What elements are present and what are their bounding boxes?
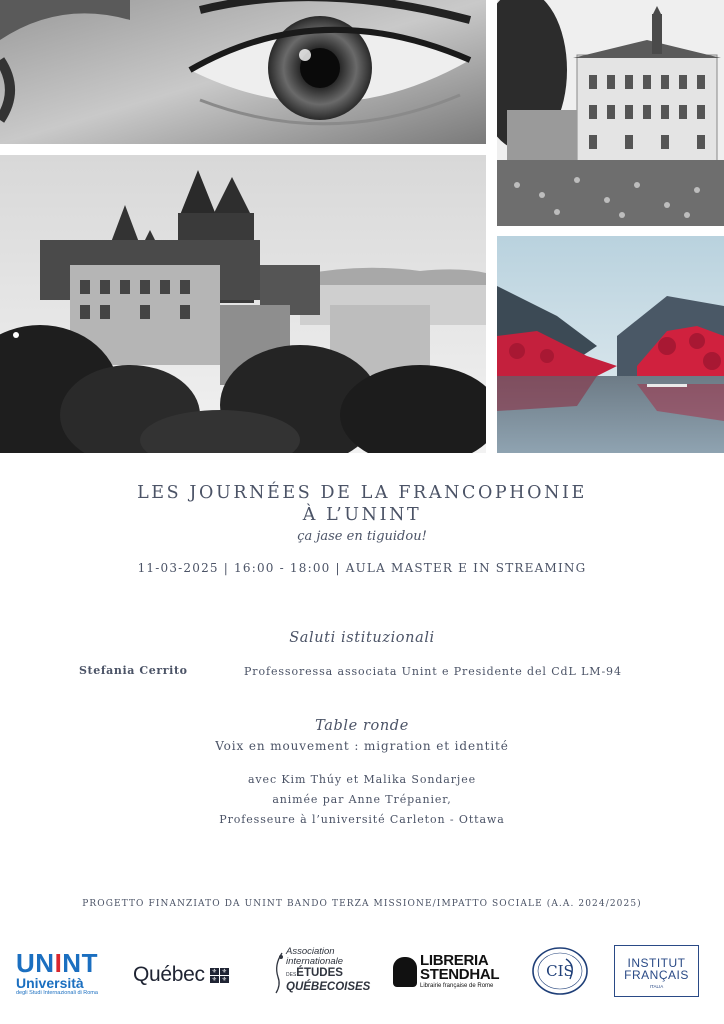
quebec-logo: Québec ⚜ ⚜ ⚜ ⚜ bbox=[133, 963, 227, 986]
portrait-icon bbox=[393, 957, 417, 987]
unint-logo: UNINT Università degli Studi Internazionali di Roma bbox=[16, 948, 98, 996]
saluti-heading: Saluti istituzionali bbox=[289, 630, 435, 646]
svg-text:CIS: CIS bbox=[546, 962, 574, 980]
libreria-stendhal-logo: LIBRERIA STENDHAL Librairie française de Rome bbox=[393, 954, 505, 990]
event-subtitle: ça jase en tiguidou! bbox=[297, 529, 427, 544]
event-title-line2: À L’UNINT bbox=[302, 505, 422, 525]
institut-francais-logo: INSTITUT FRANÇAIS ITALIA bbox=[614, 945, 699, 997]
guests-line: avec Kim Thúy et Malika Sondarjee bbox=[247, 773, 477, 786]
cis-logo bbox=[530, 945, 590, 997]
funding-note: PROGETTO FINANZIATO DA UNINT BANDO TERZA MISSIONE/IMPATTO SOCIALE (A.A. 2024/2025) bbox=[82, 899, 642, 909]
association-etudes-quebecoises-logo: Association internationale DESÉTUDES QUÉBECOISES bbox=[272, 947, 377, 997]
speaker-name: Stefania Cerrito bbox=[79, 664, 188, 677]
old-building-photo bbox=[497, 0, 724, 226]
chateau-frontenac-photo bbox=[0, 155, 486, 453]
speaker-role: Professoressa associata Unint e Presidente del CdL LM-94 bbox=[244, 665, 622, 678]
event-date-line: 11-03-2025 | 16:00 - 18:00 | AULA MASTER E IN STREAMING bbox=[137, 561, 587, 575]
moderator-line: animée par Anne Trépanier, bbox=[272, 793, 452, 806]
feather-icon bbox=[272, 951, 286, 995]
event-title-line1: LES JOURNÉES DE LA FRANCOPHONIE bbox=[137, 483, 587, 503]
eye-photo bbox=[0, 0, 486, 144]
table-ronde-subtitle: Voix en mouvement : migration et identité bbox=[215, 739, 509, 753]
moderator-affiliation: Professeure à l’université Carleton - Ottawa bbox=[219, 813, 505, 826]
fleur-de-lis-flag-icon: ⚜ ⚜ ⚜ ⚜ bbox=[211, 967, 227, 983]
red-forest-lake-photo bbox=[497, 236, 724, 453]
table-ronde-heading: Table ronde bbox=[315, 718, 409, 734]
